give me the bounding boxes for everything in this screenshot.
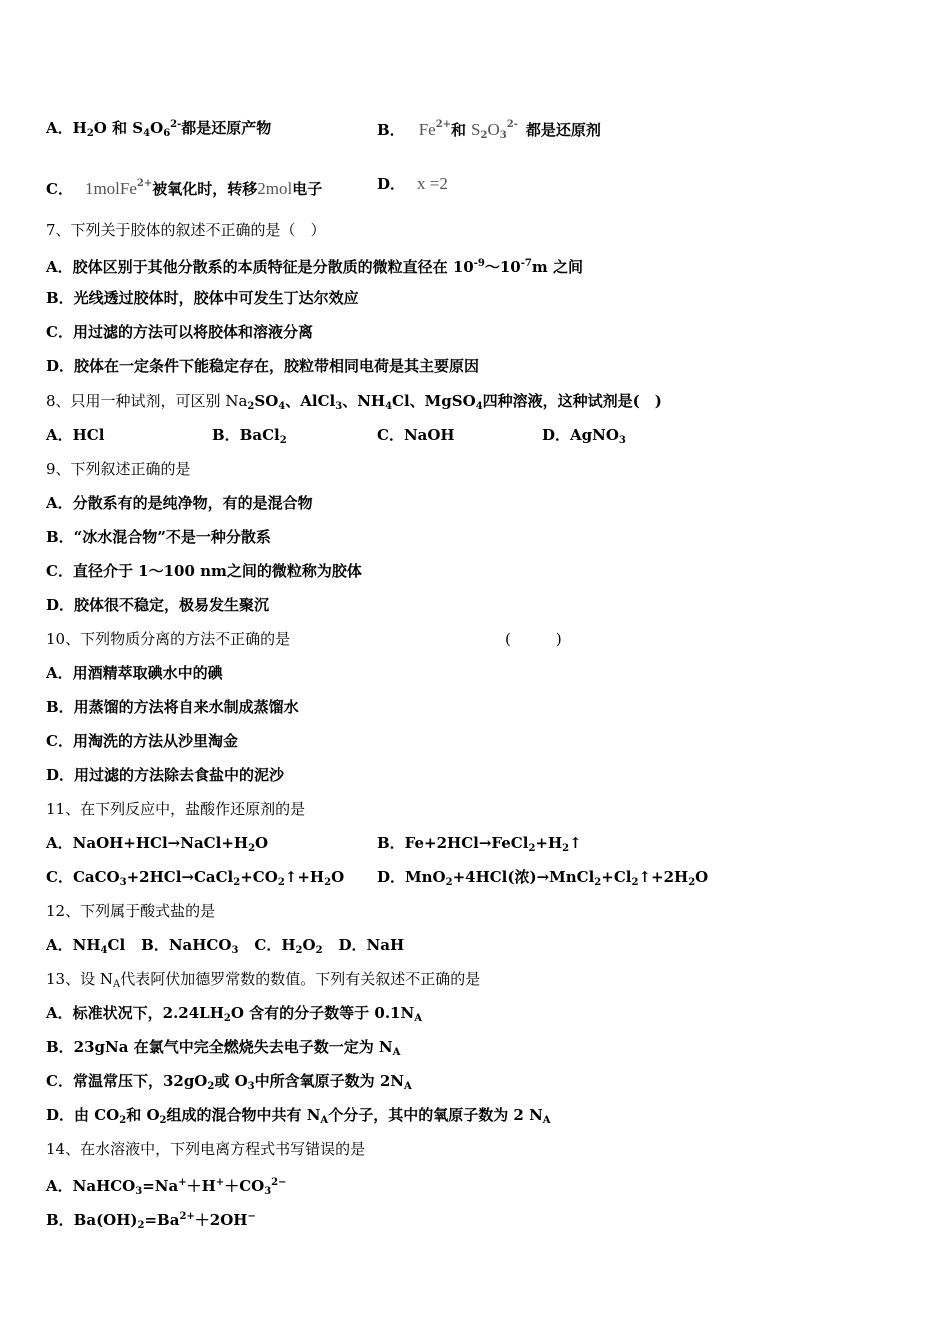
q7-option-a: A．胶体区别于其他分散系的本质特征是分散质的微粒直径在 $10^{-9}\sim 10^{-7}m$ 之间	[46, 258, 583, 276]
q9-option-b: B．“冰水混合物”不是一种分散系	[46, 528, 271, 546]
q11-option-b: B．$Fe+2HCl\to FeCl_2+H_2↑$	[377, 834, 582, 854]
q9-option-c: C．直径介于 1～100 nm之间的微粒称为胶体	[46, 562, 362, 580]
q8-option-a: A．HCl	[46, 426, 105, 444]
q12-option-c: C．$H_2O_2$	[254, 936, 323, 956]
q11-option-a: A．$NaOH+HCl\to NaCl+H_2O$	[46, 834, 269, 854]
q14-stem: 14、在水溶液中，下列电离方程式书写错误的是	[46, 1140, 366, 1158]
q10-option-c: C．用淘洗的方法从沙里淘金	[46, 732, 238, 750]
q12-option-b: B．NaHCO$_3$	[141, 936, 239, 956]
q9-option-d: D．胶体很不稳定，极易发生聚沉	[46, 596, 270, 614]
q10-option-d: D．用过滤的方法除去食盐中的泥沙	[46, 766, 285, 784]
q12-stem: 12、下列属于酸式盐的是	[46, 902, 216, 920]
q13-stem: 13、设 $N_A$代表阿伏加德罗常数的数值。下列有关叙述不正确的是	[46, 970, 481, 990]
q8-stem: 8、只用一种试剂，可区别 $Na_2SO_4$、AlCl$_3$、$NH_4Cl$、MgSO$_4$四种溶液，这种试剂是( )	[46, 392, 662, 412]
q7-option-d: D．胶体在一定条件下能稳定存在，胶粒带相同电荷是其主要原因	[46, 357, 480, 375]
q10-option-a: A．用酒精萃取碘水中的碘	[46, 664, 223, 682]
q14-option-b: B．$Ba(OH)_2=Ba^{2+}+2OH^-$	[46, 1211, 256, 1231]
q12-option-a: A．$NH_4Cl$	[46, 936, 126, 956]
q6-option-a: A．$H_2O$ 和 $S_4O_6^{2-}$都是还原产物	[46, 119, 272, 139]
q8-option-c: C．NaOH	[377, 426, 455, 444]
q12-options	[46, 935, 404, 961]
q6-option-c: C． 1molFe$^{2+}$被氧化时，转移2mol电子	[46, 178, 323, 198]
q10-stem: 10、下列物质分离的方法不正确的是	[46, 630, 291, 648]
q8-option-b: B．BaCl$_2$	[212, 426, 287, 446]
q13-option-b: B．23gNa 在氯气中完全燃烧失去电子数一定为 $N_A$	[46, 1038, 401, 1058]
q13-option-d: D．由 $CO_2$和 $O_2$组成的混合物中共有 $N_A$个分子，其中的氧原子数为 2 $N_A$	[46, 1106, 551, 1126]
q6-option-d: D． x =2	[377, 174, 448, 193]
q7-option-b: B．光线透过胶体时，胶体中可发生丁达尔效应	[46, 289, 359, 307]
q11-option-d: D．MnO$_2$+4HCl(浓)$\to MnCl_2+Cl_2↑+2H_2O$	[377, 868, 709, 888]
q10-option-b: B．用蒸馏的方法将自来水制成蒸馏水	[46, 698, 299, 716]
q9-option-a: A．分散系有的是纯净物，有的是混合物	[46, 494, 313, 512]
q11-option-c: C．$CaCO_3+2HCl\to CaCl_2+CO_2↑+H_2O$	[46, 868, 345, 888]
q10-answer-paren: ( )	[505, 630, 562, 648]
q7-option-c: C．用过滤的方法可以将胶体和溶液分离	[46, 323, 313, 341]
q7-stem: 7、下列关于胶体的叙述不正确的是（ ）	[46, 221, 326, 239]
q13-option-c: C．常温常压下，$32gO_2$或 $O_3$中所含氧原子数为 $2N_A$	[46, 1072, 412, 1092]
q12-option-d: D．NaH	[338, 936, 405, 954]
q6-option-b: B． $Fe^{2+}$和 $S_2O_3^{2-}$ 都是还原剂	[377, 119, 601, 141]
q14-option-a: A．$NaHCO_3=Na^++H^++CO_3^{2-}$	[46, 1177, 287, 1197]
q13-option-a: A．标准状况下，$2.24LH_2O$ 含有的分子数等于 $0.1N_A$	[46, 1004, 422, 1024]
q8-option-d: D．AgNO$_3$	[542, 426, 626, 446]
q11-stem: 11、在下列反应中，盐酸作还原剂的是	[46, 800, 306, 818]
q9-stem: 9、下列叙述正确的是	[46, 460, 191, 478]
